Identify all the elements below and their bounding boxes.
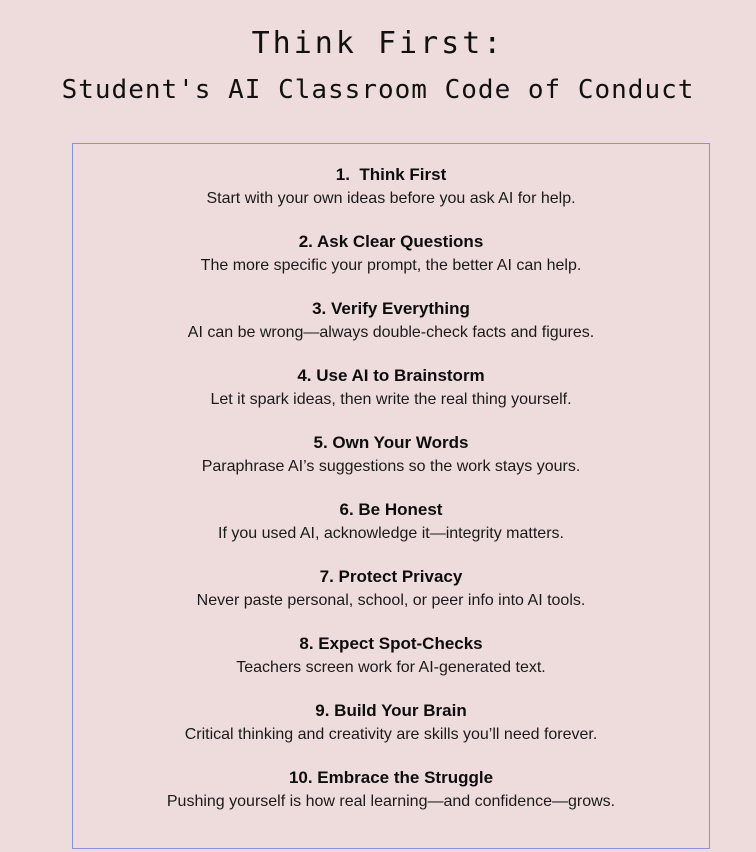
rules-box xyxy=(72,143,710,849)
rule-body: Paraphrase AI’s suggestions so the work stays yours. xyxy=(201,458,581,475)
rule-item-1 xyxy=(91,163,691,210)
rule-body: If you used AI, acknowledge it—integrity matters. xyxy=(218,525,564,542)
poster-subtitle: Student's AI Classroom Code of Conduct xyxy=(61,75,695,105)
rule-heading: 8. Expect Spot-Checks xyxy=(299,634,483,653)
poster-header xyxy=(0,0,756,105)
rule-body: The more specific your prompt, the better AI can help. xyxy=(200,257,582,274)
rule-heading: 3. Verify Everything xyxy=(312,299,470,318)
rule-item-10 xyxy=(91,766,691,813)
rule-item-4 xyxy=(91,364,691,411)
rule-body: Critical thinking and creativity are skills you’ll need forever. xyxy=(184,726,598,743)
rule-heading: 9. Build Your Brain xyxy=(315,701,467,720)
rule-heading: 7. Protect Privacy xyxy=(319,567,463,586)
rule-item-2 xyxy=(91,230,691,277)
rule-item-5 xyxy=(91,431,691,478)
rule-heading: 1. Think First xyxy=(335,165,447,184)
rule-heading: 6. Be Honest xyxy=(339,500,443,519)
rule-heading: 5. Own Your Words xyxy=(313,433,469,452)
rule-heading: 4. Use AI to Brainstorm xyxy=(297,366,485,385)
rule-item-9 xyxy=(91,699,691,746)
rule-item-6 xyxy=(91,498,691,545)
rule-body: Let it spark ideas, then write the real thing yourself. xyxy=(210,391,572,408)
rule-item-8 xyxy=(91,632,691,679)
rule-body: Pushing yourself is how real learning—and confidence—grows. xyxy=(166,793,616,810)
poster-title: Think First: xyxy=(251,26,505,61)
rule-item-3 xyxy=(91,297,691,344)
rule-item-7 xyxy=(91,565,691,612)
rule-body: Teachers screen work for AI-generated text. xyxy=(236,659,546,676)
rule-body: Never paste personal, school, or peer info into AI tools. xyxy=(196,592,586,609)
rule-heading: 2. Ask Clear Questions xyxy=(298,232,484,251)
rule-heading: 10. Embrace the Struggle xyxy=(288,768,494,787)
rule-body: Start with your own ideas before you ask AI for help. xyxy=(206,190,576,207)
rule-body: AI can be wrong—always double-check facts and figures. xyxy=(187,324,595,341)
